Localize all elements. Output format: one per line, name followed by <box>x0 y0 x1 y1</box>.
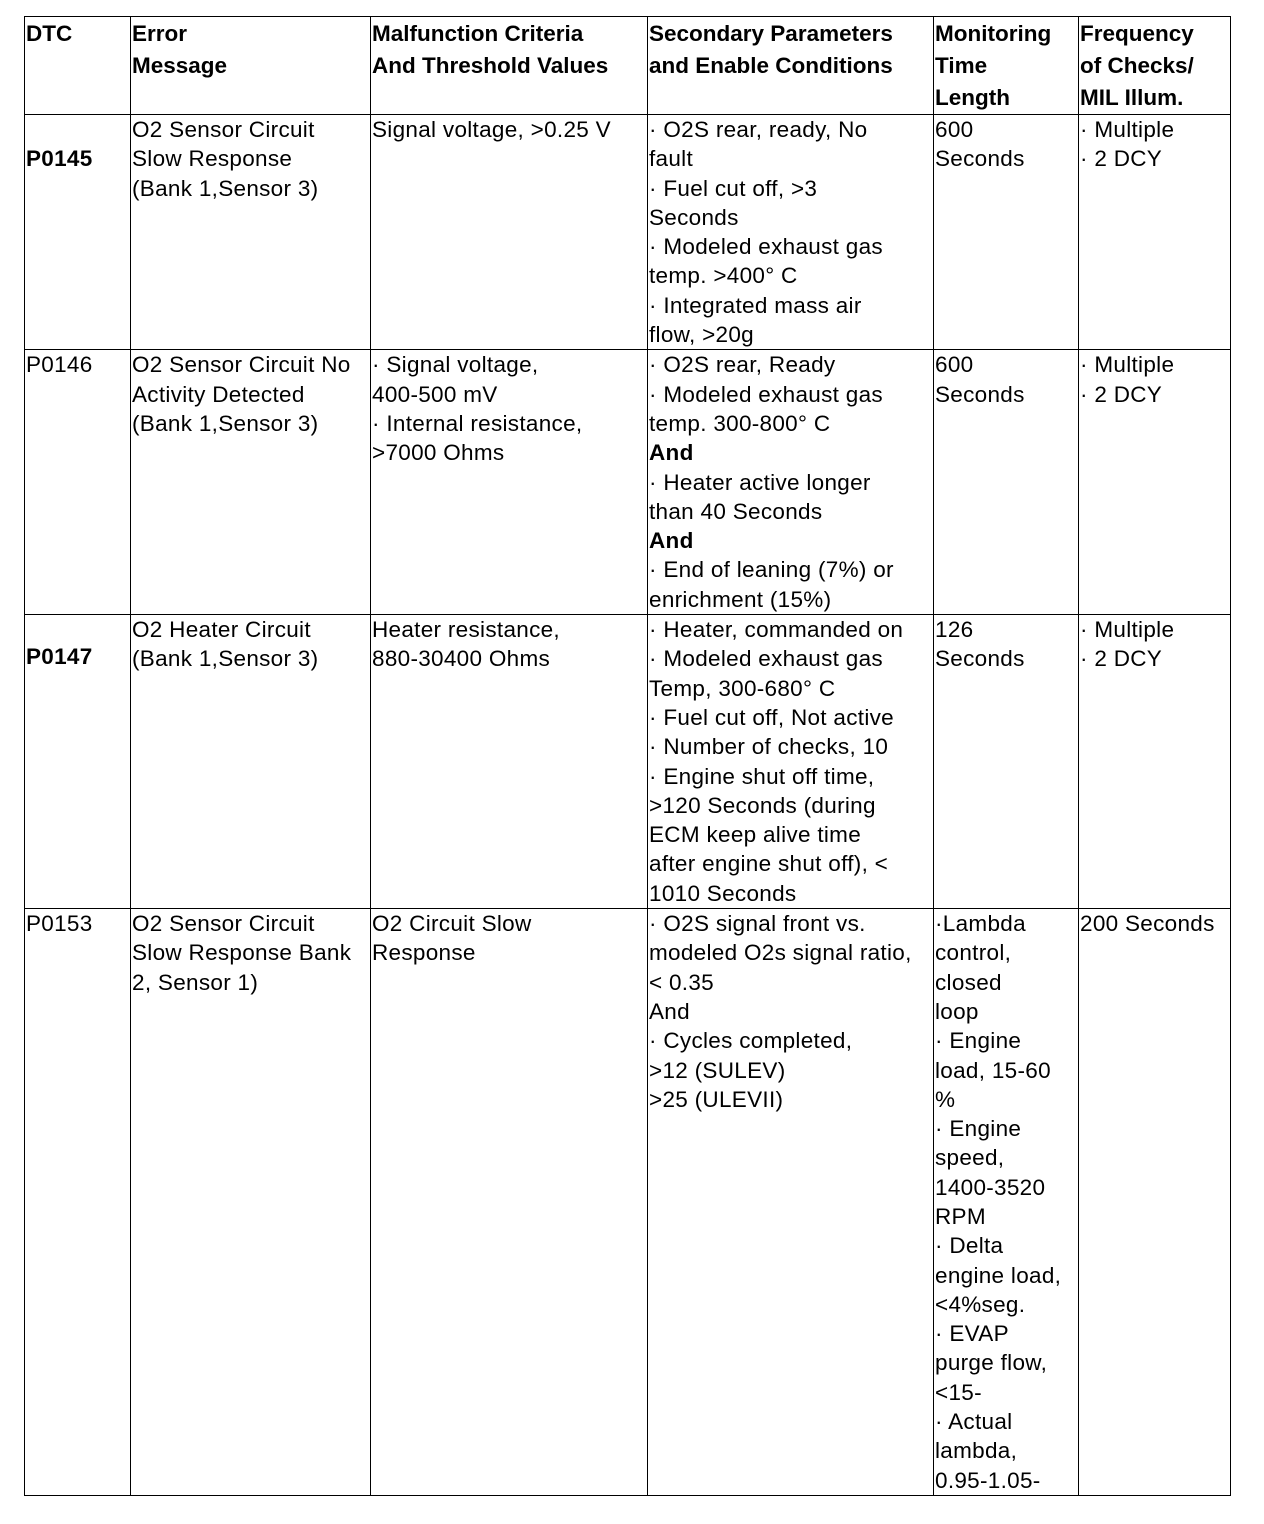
monitoring-cell: ·Lambda control, closed loop · Engine load, 15-60 % · Engine speed, 1400-3520 RPM · Delta engine load, <4%seg. · EVAP purge flow, <15- · Actual lambda, 0.95-1.05- <box>934 909 1079 1496</box>
table-row-p0146 <box>25 350 1231 615</box>
header-error-message: Error Message <box>131 17 371 115</box>
secondary-cell: · Heater, commanded on · Modeled exhaust gas Temp, 300-680° C · Fuel cut off, Not active · Number of checks, 10 · Engine shut off time, >120 Seconds (during ECM keep alive time after engine shut off), < 1010 Seconds <box>648 615 934 909</box>
dtc-code: P0147 <box>26 644 93 670</box>
malfunction-cell: O2 Circuit Slow Response <box>371 909 648 1496</box>
table-row-p0147 <box>25 615 1231 909</box>
error-message-cell: O2 Sensor Circuit No Activity Detected (Bank 1,Sensor 3) <box>131 350 371 615</box>
frequency-cell: · Multiple · 2 DCY <box>1079 615 1231 909</box>
error-message-cell: O2 Heater Circuit (Bank 1,Sensor 3) <box>131 615 371 909</box>
error-message-cell: O2 Sensor Circuit Slow Response Bank 2, Sensor 1) <box>131 909 371 1496</box>
table-row-p0145 <box>25 115 1231 350</box>
malfunction-cell: Heater resistance, 880-30400 Ohms <box>371 615 648 909</box>
dtc-code-cell <box>25 909 131 1496</box>
header-secondary-parameters: Secondary Parameters and Enable Conditions <box>648 17 934 115</box>
dtc-code: P0145 <box>26 146 93 171</box>
secondary-cell: · O2S rear, ready, No fault · Fuel cut off, >3 Seconds · Modeled exhaust gas temp. >400° C · Integrated mass air flow, >20g <box>648 115 934 350</box>
monitoring-cell: 600 Seconds <box>934 350 1079 615</box>
dtc-code: P0153 <box>26 911 93 937</box>
table-row-p0153 <box>25 909 1231 1496</box>
header-dtc: DTC <box>25 17 131 115</box>
frequency-cell: · Multiple · 2 DCY <box>1079 115 1231 350</box>
dtc-code: P0146 <box>26 352 93 378</box>
monitoring-cell: 126 Seconds <box>934 615 1079 909</box>
header-malfunction-criteria: Malfunction Criteria And Threshold Values <box>371 17 648 115</box>
header-monitoring-time: Monitoring Time Length <box>934 17 1079 115</box>
header-row <box>25 17 1231 115</box>
dtc-code-cell <box>25 350 131 615</box>
dtc-code-cell <box>25 115 131 350</box>
monitoring-cell: 600 Seconds <box>934 115 1079 350</box>
dtc-table-sheet <box>24 16 1230 1496</box>
dtc-code-cell <box>25 615 131 909</box>
error-message-cell: O2 Sensor Circuit Slow Response (Bank 1,Sensor 3) <box>131 115 371 350</box>
dtc-table <box>24 16 1231 1496</box>
malfunction-cell: · Signal voltage, 400-500 mV · Internal resistance, >7000 Ohms <box>371 350 648 615</box>
secondary-cell: · O2S signal front vs. modeled O2s signal ratio, < 0.35 And · Cycles completed, >12 (SULEV) >25 (ULEVII) <box>648 909 934 1496</box>
frequency-cell: 200 Seconds <box>1079 909 1231 1496</box>
frequency-cell: · Multiple · 2 DCY <box>1079 350 1231 615</box>
secondary-cell: · O2S rear, Ready · Modeled exhaust gas temp. 300-800° C And · Heater active longer than 40 Seconds And · End of leaning (7%) or enrichment (15%) <box>648 350 934 615</box>
header-frequency: Frequency of Checks/ MIL Illum. <box>1079 17 1231 115</box>
malfunction-cell: Signal voltage, >0.25 V <box>371 115 648 350</box>
